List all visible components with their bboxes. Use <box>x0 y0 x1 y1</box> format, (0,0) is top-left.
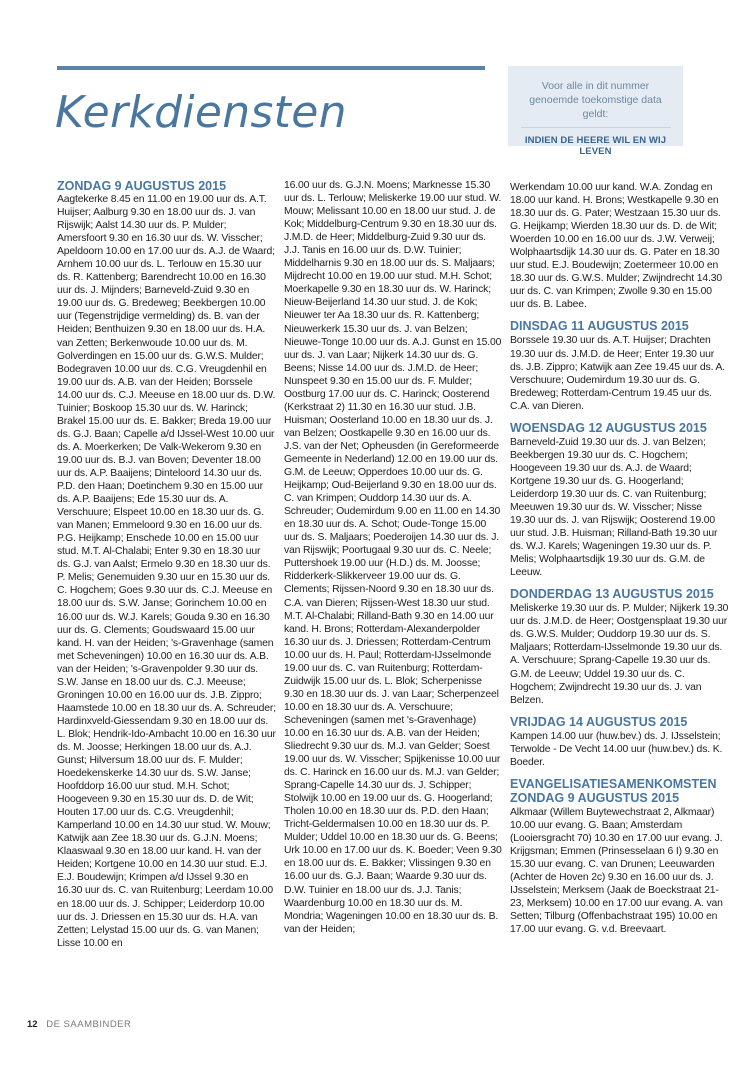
section-heading: EVANGELISATIESAMENKOMSTEN ZONDAG 9 AUGUSTUS 2015 <box>510 776 717 805</box>
page-number: 12 <box>27 1019 38 1030</box>
top-rule <box>57 66 485 70</box>
notice-bold-text: INDIEN DE HEERE WIL EN WIJ LEVEN <box>524 135 667 157</box>
notice-divider <box>521 127 671 128</box>
section-heading: DINSDAG 11 AUGUSTUS 2015 <box>510 319 689 334</box>
column-3 <box>510 181 729 936</box>
column-2 <box>284 179 503 936</box>
section-text: Barneveld-Zuid 19.30 uur ds. J. van Belzen; Beekbergen 19.30 uur ds. C. Hogchem; Hoogeveen 19.30 uur ds. A.J. de Waard; Kortgene 19.30 uur ds. G. Hoogerland; Leiderdorp 19.30 uur ds. C. van Ruitenburg; Meeuwen 19.30 uur ds. W. Visscher; Nisse 19.30 uur ds. J. van Rijswijk; Oosterend 19.00 uur stud. J.B. Huisman; Rilland-Bath 19.30 uur ds. W.J. Karels; Wageningen 19.30 uur ds. P. Melis; Wolphaartsdijk 19.30 uur ds. G.M. de Leeuw. <box>510 436 718 579</box>
section-text: 16.00 uur ds. G.J.N. Moens; Marknesse 15.30 uur ds. L. Terlouw; Meliskerke 19.00 uur stud. W. Mouw; Melissant 10.00 en 18.00 uur stud. J. de Kok; Middelburg-Centrum 9.30 en 18.30 uur ds. J.M.D. de Heer; Middelburg-Zuid 9.30 uur ds. J.J. Tanis en 16.00 uur ds. D.W. Tuinier; Middelharnis 9.30 en 18.00 uur ds. S. Maljaars; Mijdrecht 10.00 en 19.00 uur stud. M.H. Schot; Moerkapelle 9.30 en 18.30 uur ds. W. Harinck; Nieuw-Beijerland 14.30 uur stud. J. de Kok; Nieuwer ter Aa 18.30 uur ds. R. Kattenberg; Nieuwerkerk 15.30 uur ds. J. van Belzen; Nieuwe-Tonge 10.00 uur ds. A.J. Gunst en 15.00 uur ds. J. van Laar; Nijkerk 14.30 uur ds. G. Beens; Nisse 14.00 uur ds. J.M.D. de Heer; Nunspeet 9.30 en 15.00 uur ds. F. Mulder; Oostburg 17.00 uur ds. C. Harinck; Oosterend (Kerkstraat 2) 11.30 en 16.30 uur stud. J.B. Huisman; Oosterland 10.00 en 18.30 uur ds. J. van Belzen; Oostkapelle 9.30 en 16.00 uur ds. J.S. van der Net; Opheusden (in Gereformeerde Gemeente in Nederland) 12.00 en 19.00 uur ds. G.M. de Leeuw; Opperdoes 10.00 uur ds. G. Heijkamp; Oud-Beijerland 9.30 en 18.00 uur ds. C. van Krimpen; Ouddorp 14.30 uur ds. A. Schreuder; Oudemirdum 9.00 en 11.00 en 14.30 en 18.30 uur ds. A. Schot; Oude-Tonge 15.00 uur ds. S. Maljaars; Poederoijen 14.30 uur ds. J. van Rijswijk; Poortugaal 9.30 uur ds. C. Neele; Puttershoek 19.00 uur (H.D.) ds. M. Joosse; Ridderkerk-Slikkerveer 19.00 uur ds. G. Clements; Rijssen-Noord 9.30 en 18.30 uur ds. C.A. van Dieren; Rijssen-West 18.30 uur stud. M.T. Al-Chalabi; Rilland-Bath 9.30 en 14.00 uur kand. H. Brons; Rotterdam-Alexanderpolder 16.30 uur ds. J. Driessen; Rotterdam-Centrum 10.00 uur ds. H. Paul; Rotterdam-IJsselmonde 19.00 uur ds. C. van Ruitenburg; Rotterdam-Zuidwijk 15.00 uur ds. L. Blok; Scherpenisse 9.30 en 18.30 uur ds. J. van Laar; Scherpenzeel 10.00 en 18.30 uur ds. A. Verschuure; Scheveningen (samen met 's-Gravenhage) 10.00 en 16.30 uur ds. A.B. van der Heiden; Sliedrecht 9.30 uur ds. M.J. van Gelder; Soest 19.00 uur ds. W. Visscher; Spijkenisse 10.00 uur ds. C. Harinck en 16.00 uur ds. M.J. van Gelder; Sprang-Capelle 14.30 uur ds. J. Schipper; Stolwijk 10.00 en 19.00 uur ds. G. Hoogerland; Tholen 10.00 en 18.30 uur ds. P.D. den Haan; Tricht-Geldermalsen 10.00 en 18.30 uur ds. P. Mulder; Uddel 10.00 en 18.30 uur ds. G. Beens; Urk 10.00 en 17.00 uur ds. K. Boeder; Veen 9.30 en 18.00 uur ds. E. Bakker; Vlissingen 9.30 en 16.00 uur ds. G.J. Baan; Waarde 9.30 uur ds. D.W. Tuinier en 18.00 uur ds. J.J. Tanis; Waardenburg 10.00 en 18.30 uur ds. M. Mondria; Wageningen 10.00 en 18.30 uur ds. B. van der Heiden; <box>284 180 502 935</box>
section-text: Werkendam 10.00 uur kand. W.A. Zondag en 18.00 uur kand. H. Brons; Westkapelle 9.30 en 18.30 uur ds. G. Pater; Westzaan 15.30 uur ds. G. Heijkamp; Wierden 18.30 uur ds. D. de Wit; Woerden 10.00 en 16.00 uur ds. J.W. Verweij; Wolphaartsdijk 14.30 uur ds. G. Pater en 18.30 uur stud. E.J. Boudewijn; Zoetermeer 10.00 en 18.30 uur ds. G.W.S. Mulder; Zwijndrecht 14.30 uur ds. C. van Krimpen; Zwolle 9.30 en 15.00 uur ds. B. Labee. <box>510 182 722 311</box>
section-text: Kampen 14.00 uur (huw.bev.) ds. J. IJsselstein; Terwolde - De Vecht 14.00 uur (huw.bev.) ds. K. Boeder. <box>510 730 723 768</box>
section-text: Alkmaar (Willem Buytewechstraat 2, Alkmaar) 10.00 uur evang. G. Baan; Amsterdam (Looiersgracht 70) 10.30 en 17.00 uur evang. J. Krijgsman; Emmen (Prinsesselaan 6 I) 9.30 en 15.30 uur evang. C. van Drunen; Leeuwarden (Achter de Hoven 2c) 9.30 en 16.00 uur ds. J. IJsselstein; Merksem (Jaak de Boeckstraat 21-23, Merksem) 10.00 en 17.00 uur evang. A. van Setten; Tilburg (Offenbachstraat 195) 10.00 en 17.00 uur evang. G. v.d. Breevaart. <box>510 806 723 936</box>
section-text: Meliskerke 19.30 uur ds. P. Mulder; Nijkerk 19.30 uur ds. J.M.D. de Heer; Oostgensplaat 19.30 uur ds. G.W.S. Mulder; Ouddorp 19.30 uur ds. S. Maljaars; Rotterdam-IJsselmonde 19.30 uur ds. A. Verschuure; Sprang-Capelle 19.30 uur ds. G.M. de Leeuw; Uddel 19.30 uur ds. C. Hogchem; Zwijndrecht 19.30 uur ds. J. van Belzen. <box>510 603 729 706</box>
section-heading: VRIJDAG 14 AUGUSTUS 2015 <box>510 714 688 729</box>
column-1 <box>57 179 276 950</box>
page-title: Kerkdiensten <box>55 87 347 138</box>
section-heading: DONDERDAG 13 AUGUSTUS 2015 <box>510 587 714 602</box>
section-heading: ZONDAG 9 AUGUSTUS 2015 <box>57 179 227 193</box>
section-text: Aagtekerke 8.45 en 11.00 en 19.00 uur ds. A.T. Huijser; Aalburg 9.30 en 18.00 uur ds. J. van Rijswijk; Aalst 14.30 uur ds. P. Mulder; Amersfoort 9.30 en 16.30 uur ds. W. Visscher; Apeldoorn 10.00 en 17.00 uur ds. A.J. de Waard; Arnhem 10.00 uur ds. L. Terlouw en 15.30 uur ds. R. Kattenberg; Barendrecht 10.00 en 16.30 uur ds. J. Mijnders; Barneveld-Zuid 9.30 en 19.00 uur ds. G. Bredeweg; Beekbergen 10.00 uur (Tegenstrijdige vermelding) ds. B. van der Heiden; Benthuizen 9.30 en 18.00 uur ds. H.A. van Zetten; Berkenwoude 10.00 uur ds. M. Golverdingen en 15.00 uur ds. G.W.S. Mulder; Bodegraven 10.00 uur ds. C.G. Vreugdenhil en 19.00 uur ds. A.B. van der Heiden; Borssele 14.00 uur ds. C.J. Meeuse en 18.00 uur ds. D.W. Tuinier; Boskoop 15.30 uur ds. W. Harinck; Brakel 15.00 uur ds. E. Bakker; Breda 19.00 uur ds. G.J. Baan; Capelle a/d IJssel-West 10.00 uur ds. A. Moerkerken; De Valk-Wekerom 9.30 en 19.00 uur ds. B.J. van Boven; Deventer 18.00 uur ds. A.P. Baaijens; Dinteloord 14.30 uur ds. P.D. den Haan; Doetinchem 9.30 en 15.00 uur ds. A.P. Baaijens; Ede 15.30 uur ds. A. Verschuure; Elspeet 10.00 en 18.30 uur ds. G. van Manen; Emmeloord 9.30 en 16.00 uur ds. P.G. Heijkamp; Enschede 10.00 en 15.00 uur stud. M.T. Al-Chalabi; Enter 9.30 en 18.30 uur ds. G.J. van Aalst; Ermelo 9.30 en 18.30 uur ds. P. Melis; Genemuiden 9.30 uur en 15.30 uur ds. C. Hogchem; Goes 9.30 uur ds. C.J. Meeuse en 18.00 uur ds. S.W. Janse; Gorinchem 10.00 en 16.00 uur ds. W.J. Karels; Gouda 9.30 en 16.30 uur ds. G. Clements; Goudswaard 15.00 uur kand. H. van der Heiden; 's-Gravenhage (samen met Scheveningen) 10.00 en 16.30 uur ds. A.B. van der Heiden; 's-Gravenpolder 9.30 uur ds. S.W. Janse en 18.00 uur ds. C.J. Meeuse; Groningen 10.00 en 16.00 uur ds. J.B. Zippro; Haamstede 10.00 en 18.30 uur ds. A. Schreuder; Hardinxveld-Giessendam 9.30 en 18.00 uur ds. L. Blok; Hendrik-Ido-Ambacht 10.00 en 16.30 uur ds. M. Joosse; Herkingen 18.00 uur ds. A.J. Gunst; Hilversum 18.00 uur ds. F. Mulder; Hoedekenskerke 14.30 uur ds. S.W. Janse; Hoofddorp 16.00 uur stud. M.H. Schot; Hoogeveen 9.30 en 15.30 uur ds. D. de Wit; Houten 17.00 uur ds. C.G. Vreugdenhil; Kamperland 10.00 en 14.30 uur stud. W. Mouw; Katwijk aan Zee 18.30 uur ds. G.J.N. Moens; Klaaswaal 9.30 en 18.00 uur kand. H. van der Heiden; Kortgene 10.00 en 14.30 uur stud. E.J. E.J. Boudewijn; Krimpen a/d IJssel 9.30 en 16.30 uur ds. C. van Ruitenburg; Leerdam 10.00 en 18.00 uur ds. J. Schipper; Leiderdorp 10.00 uur ds. J. Driessen en 15.30 uur ds. H.A. van Zetten; Lelystad 15.00 uur ds. G. van Manen; Lisse 10.00 en <box>57 194 276 949</box>
section-heading: WOENSDAG 12 AUGUSTUS 2015 <box>510 420 707 435</box>
notice-box <box>508 66 683 157</box>
magazine-name: DE SAAMBINDER <box>46 1019 132 1030</box>
page-footer <box>27 1019 131 1030</box>
notice-text: Voor alle in dit nummer genoemde toekomstige data geldt: <box>529 80 662 120</box>
section-text: Borssele 19.30 uur ds. A.T. Huijser; Drachten 19.30 uur ds. J.M.D. de Heer; Enter 19.30 uur ds. J.B. Zippro; Katwijk aan Zee 19.45 uur ds. A. Verschuure; Oudemirdum 19.30 uur ds. G. Bredeweg; Rotterdam-Centrum 19.45 uur ds. C.A. van Dieren. <box>510 335 726 412</box>
